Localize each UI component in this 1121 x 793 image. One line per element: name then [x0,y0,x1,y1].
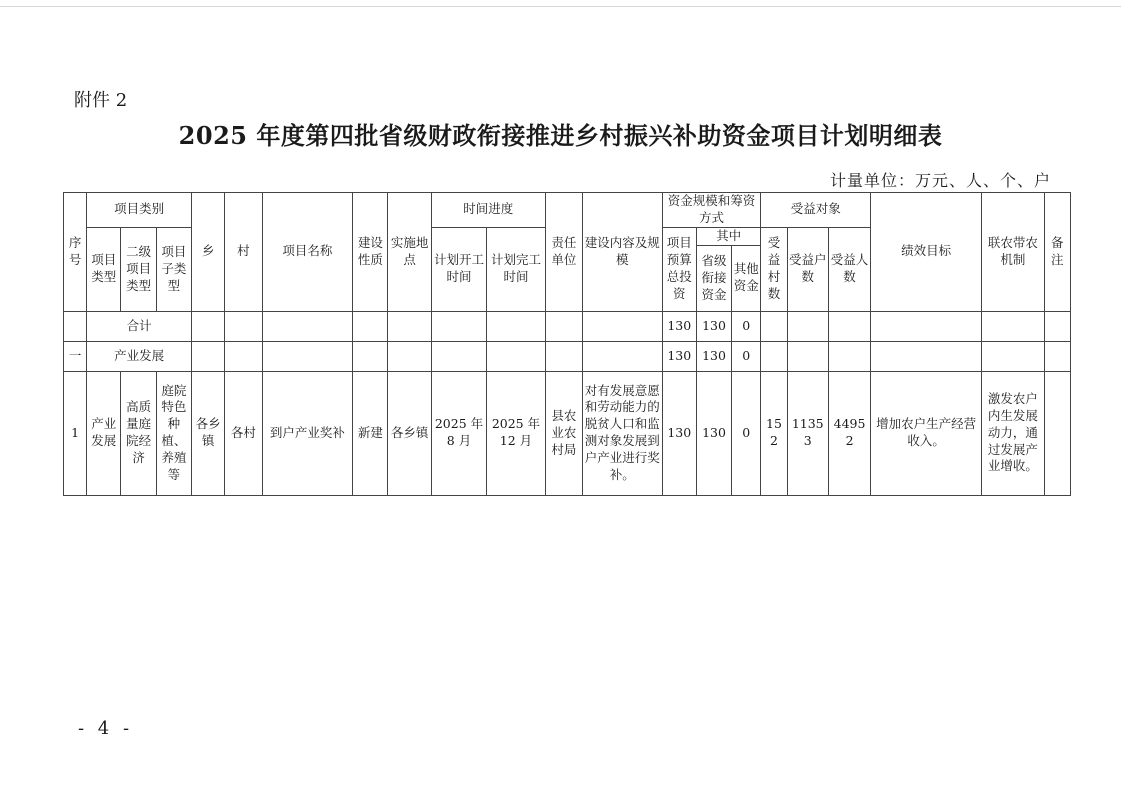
row-seq: 1 [64,371,87,495]
top-rule [0,6,1121,7]
row-people: 44952 [828,371,870,495]
col-seq: 序号 [64,193,87,312]
row-goal: 增加农户生产经营收入。 [871,371,982,495]
row-nature: 新建 [353,371,388,495]
col-goal: 绩效目标 [871,193,982,312]
page-number: - 4 - [78,718,134,739]
group-other: 0 [732,341,761,371]
row-provincial: 130 [696,371,731,495]
col-provincial: 省级衔接资金 [696,245,731,311]
row-remark [1044,371,1070,495]
row-type2: 高质量庭院经济 [121,371,156,495]
col-other: 其他资金 [732,245,761,311]
attachment-label: 附件 2 [74,90,128,111]
row-subtype: 庭院特色种植、养殖等 [156,371,191,495]
col-type2: 二级项目类型 [121,227,156,311]
group-seq: 一 [64,341,87,371]
document-title: 2025 年度第四批省级财政衔接推进乡村振兴补助资金项目计划明细表 [178,121,943,150]
total-budget: 130 [662,311,696,341]
row-type: 产业发展 [87,371,121,495]
col-people: 受益人数 [828,227,870,311]
total-row [64,311,1071,341]
col-households: 受益户数 [787,227,828,311]
row-budget: 130 [662,371,696,495]
col-responsible: 责任单位 [545,193,582,312]
col-start: 计划开工时间 [431,227,486,311]
row-responsible: 县农业农村局 [545,371,582,495]
row-township: 各乡镇 [191,371,224,495]
total-provincial: 130 [696,311,731,341]
row-name: 到户产业奖补 [262,371,353,495]
row-village: 各村 [225,371,262,495]
total-other: 0 [732,311,761,341]
row-content: 对有发展意愿和劳动能力的脱贫人口和监测对象发展到户产业进行奖补。 [582,371,662,495]
col-mechanism: 联农带农机制 [982,193,1044,312]
header-row-1 [64,193,1071,228]
group-budget: 130 [662,341,696,371]
col-nature: 建设性质 [353,193,388,312]
row-location: 各乡镇 [388,371,431,495]
unit-note: 计量单位：万元、人、个、户 [829,171,1051,190]
col-village: 村 [225,193,262,312]
total-label: 合计 [87,311,192,341]
col-type: 项目类型 [87,227,121,311]
col-schedule: 时间进度 [431,193,545,228]
row-other: 0 [732,371,761,495]
col-township: 乡 [191,193,224,312]
col-villages: 受益村数 [761,227,787,311]
row-mechanism: 激发农户内生发展动力，通过发展产业增收。 [982,371,1044,495]
col-among: 其中 [696,227,761,245]
row-start: 2025 年 8 月 [431,371,486,495]
col-end: 计划完工时间 [487,227,545,311]
col-location: 实施地点 [388,193,431,312]
col-funding: 资金规模和筹资方式 [662,193,761,228]
project-plan-table [63,192,1071,496]
row-villages: 152 [761,371,787,495]
table-row [64,371,1071,495]
col-budget: 项目预算总投资 [662,227,696,311]
group-label: 产业发展 [87,341,192,371]
col-beneficiary: 受益对象 [761,193,871,228]
col-name: 项目名称 [262,193,353,312]
col-content: 建设内容及规模 [582,193,662,312]
group-row [64,341,1071,371]
group-provincial: 130 [696,341,731,371]
col-subtype: 项目子类型 [156,227,191,311]
col-category: 项目类别 [87,193,192,228]
col-remark: 备注 [1044,193,1070,312]
row-end: 2025 年 12 月 [487,371,545,495]
row-households: 11353 [787,371,828,495]
